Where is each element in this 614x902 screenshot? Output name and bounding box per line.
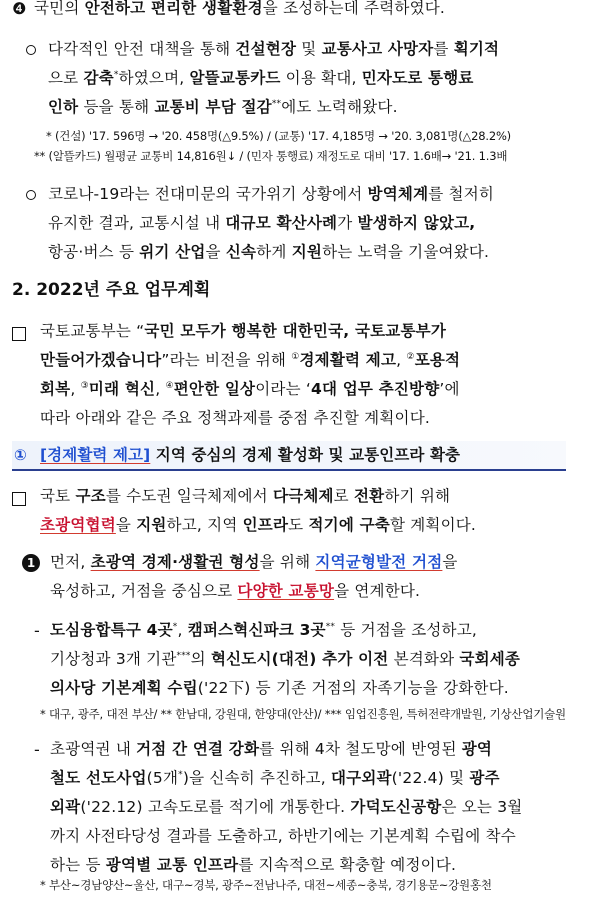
footnote-rail-projects: * 부산~경남양산~울산, 대구~경북, 광주~전남나주, 대전~세종~충북, 경기용문~강원홍천 [40, 878, 492, 892]
circle-bullet-icon [26, 190, 36, 200]
paragraph-innovation-hubs: 도심융합특구 4곳*, 캠퍼스혁신파크 3곳** 등 거점을 조성하고, 기상청과 3개 기관***의 혁신도시(대전) 추가 이전 본격화와 국회세종 의사당 기본계획 수립('22下) 등 기존 거점의 자족기능을 강화한다. [50, 621, 521, 697]
paragraph-vision: 국토교통부는 “국민 모두가 행복한 대한민국, 국토교통부가 만들어가겠습니다”라는 비전을 위해 ①경제활력 제고, ②포용적 회복, ③미래 혁신, ④편안한 일상이라는 ‘4대 업무 추진방향’에 따라 아래와 같은 주요 정책과제를 중점 추진할 계획이다. [40, 322, 461, 427]
filled-number-4-icon: ❹ [12, 0, 27, 18]
paragraph-transport-links: 초광역권 내 거점 간 연결 강화를 위해 4차 철도망에 반영된 광역 철도 선도사업(5개*)을 신속히 추진하고, 대구외곽('22.4) 및 광주 외곽('22.12) 고속도로를 적기에 개통한다. 가덕도신공항은 오는 3월 까지 사전타당성 결과를 도출하고, 하반기에는 기본계획 수립에 착수 하는 등 광역별 교통 인프라를 지속적으로 확충할 예정이다. [50, 740, 523, 874]
square-bullet-icon [12, 327, 26, 341]
filled-number-1-icon: 1 [22, 554, 40, 572]
theme-title: [경제활력 제고] 지역 중심의 경제 활성화 및 교통인프라 확충 [40, 446, 461, 464]
paragraph-safety-measures: 다각적인 안전 대책을 통해 건설현장 및 교통사고 사망자를 획기적 으로 감축*하였으며, 알뜰교통카드 이용 확대, 민자도로 통행료 인하 등을 통해 교통비 부담 절감**에도 노력해왔다. [48, 40, 500, 116]
dash-bullet: - [34, 740, 40, 759]
paragraph-safe-living: 국민의 안전하고 편리한 생활환경을 조성하는데 주력하였다. [34, 0, 446, 17]
footnote-safety-stats: * (건설) '17. 596명 → '20. 458명(△9.5%) / (교통) '17. 4,185명 → '20. 3,081명(△28.2%) [46, 129, 511, 143]
dash-bullet: - [34, 621, 40, 640]
paragraph-covid-response: 코로나-19라는 전대미문의 국가위기 상황에서 방역체계를 철저히 유지한 결과, 교통시설 내 대규모 확산사례가 발생하지 않았고, 항공·버스 등 위기 산업을 신속하게 지원하는 노력을 기울여왔다. [48, 185, 495, 261]
footnote-transport-cost: ** (알뜰카드) 월평균 교통비 14,816원↓ / (민자 통행료) 재정도로 대비 '17. 1.6배→ '21. 1.3배 [34, 149, 508, 163]
theme-number: ① [14, 446, 27, 464]
square-bullet-icon [12, 492, 26, 506]
paragraph-national-structure: 국토 구조를 수도권 일극체제에서 다극체제로 전환하기 위해 초광역협력을 지원하고, 지역 인프라도 적기에 구축할 계획이다. [40, 487, 477, 534]
circle-bullet-icon [26, 45, 36, 55]
section-heading: 2. 2022년 주요 업무계획 [12, 280, 211, 300]
paragraph-regional-hubs: 먼저, 초광역 경제·생활권 형성을 위해 지역균형발전 거점을 육성하고, 거점을 중심으로 다양한 교통망을 연계한다. [50, 553, 458, 600]
footnote-hubs: * 대구, 광주, 대전 부산/ ** 한남대, 강원대, 한양대(안산)/ *** 임업진흥원, 특허전략개발원, 기상산업기술원 [40, 707, 566, 721]
